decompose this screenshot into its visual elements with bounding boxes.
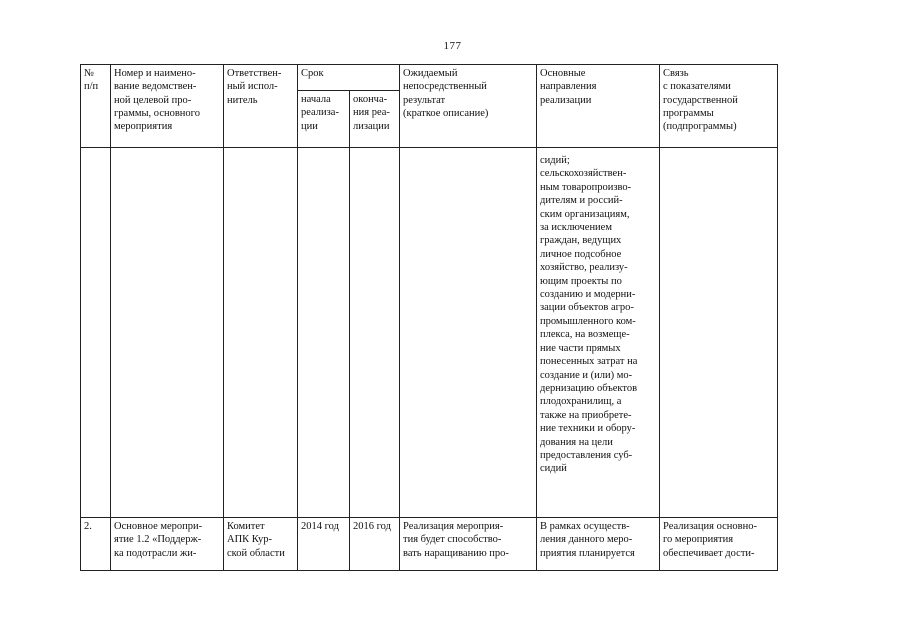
header-directions: Основные направления реализации xyxy=(537,65,660,148)
header-result: Ожидаемый непосредственный результат (краткое описание) xyxy=(400,65,537,148)
row2-num: 2. xyxy=(81,518,111,571)
table-row-continuation xyxy=(81,148,778,518)
header-num: № п/п xyxy=(81,65,111,148)
page-number: 177 xyxy=(443,40,462,52)
row2-end: 2016 год xyxy=(350,518,400,571)
cont-responsible-cell xyxy=(224,148,298,518)
header-term: Срок xyxy=(298,65,400,91)
table-row xyxy=(81,518,778,571)
header-start: начала реализа- ции xyxy=(298,91,350,148)
cont-directions-text: сидий; сельскохозяйствен- ным товаропроизво- дителям и россий- ским организациям, за исключением граждан, ведущих личное подсобное хозяйство, реализу- ющим проекты по созданию и модерни- зации объектов агро- промышленного ком- плекса, на возмеще- ние части прямых понесенных затрат на создание и (или) мо- дернизацию объектов плодохранилищ, а также на приобрете- ние техники и обору- дования на цели предоставления суб- сидий xyxy=(540,155,638,475)
row2-responsible: Комитет АПК Кур- ской области xyxy=(224,518,298,571)
cont-result-cell xyxy=(400,148,537,518)
header-name: Номер и наимено- вание ведомствен- ной целевой про- граммы, основного мероприятия xyxy=(111,65,224,148)
cont-directions-cell xyxy=(537,148,660,518)
cont-name-cell xyxy=(111,148,224,518)
program-table xyxy=(80,64,778,571)
header-responsible: Ответствен- ный испол- нитель xyxy=(224,65,298,148)
header-end: оконча- ния реа- лизации xyxy=(350,91,400,148)
row2-start: 2014 год xyxy=(298,518,350,571)
row2-name: Основное меропри- ятие 1.2 «Поддерж- ка подотрасли жи- xyxy=(111,518,224,571)
cont-num-cell xyxy=(81,148,111,518)
cont-link-cell xyxy=(660,148,778,518)
row2-result: Реализация мероприя- тия будет способство- вать наращиванию про- xyxy=(400,518,537,571)
cont-start-cell xyxy=(298,148,350,518)
cont-end-cell xyxy=(350,148,400,518)
header-link: Связь с показателями государственной программы (подпрограммы) xyxy=(660,65,778,148)
row2-directions: В рамках осуществ- ления данного меро- приятия планируется xyxy=(537,518,660,571)
header-row-1 xyxy=(81,65,778,91)
row2-link: Реализация основно- го мероприятия обеспечивает дости- xyxy=(660,518,778,571)
